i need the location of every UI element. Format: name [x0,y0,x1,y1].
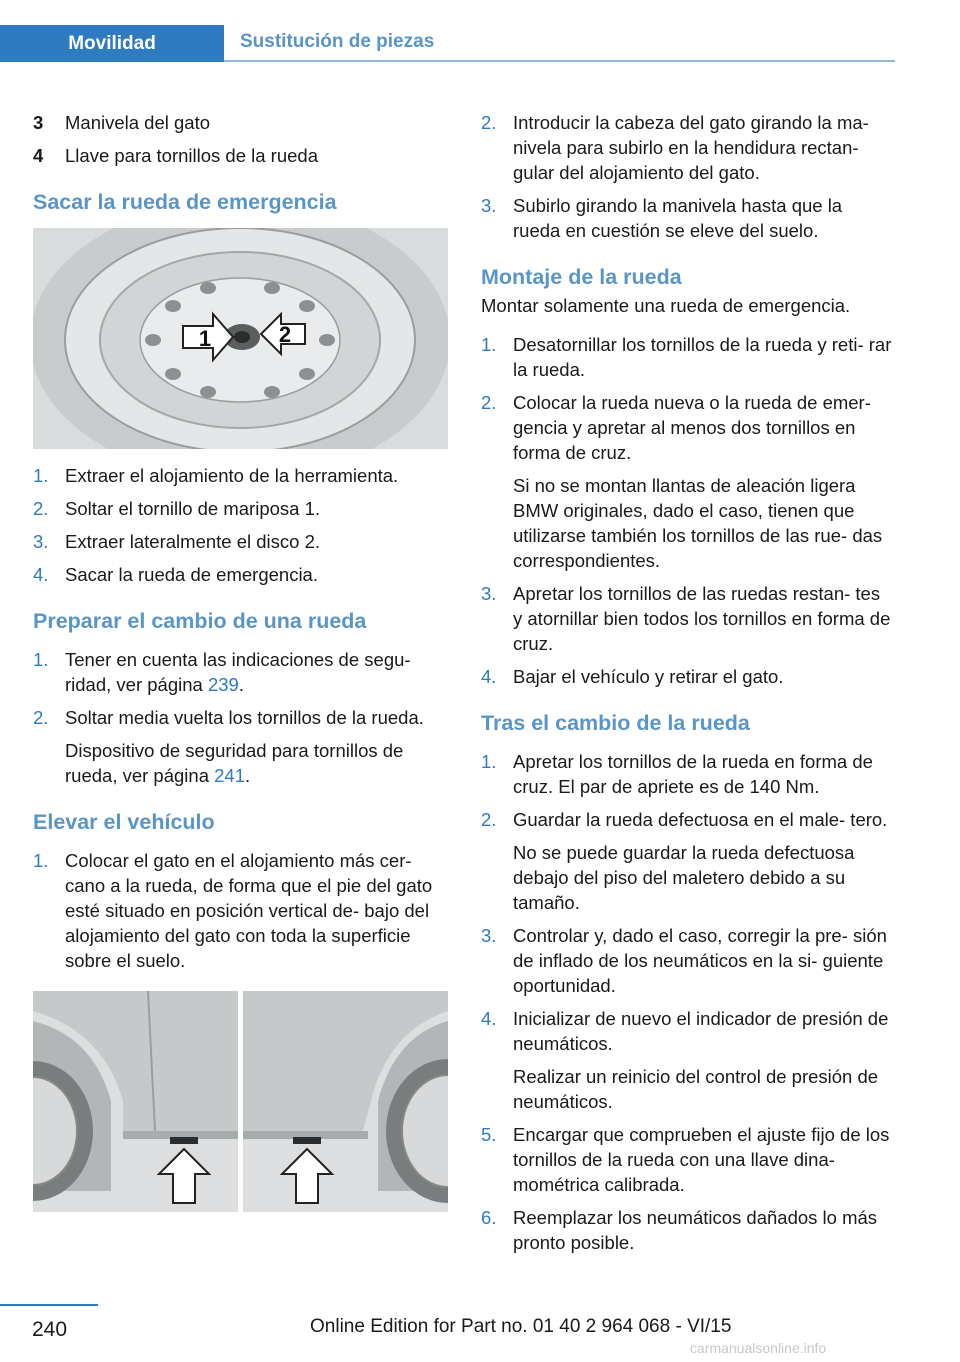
step-text: Controlar y, dado el caso, corregir la pre‐ sión de inflado de los neumáticos en la si‐ guiente oportunidad. [513,925,887,996]
step-text [513,390,893,573]
step-text: Encargar que comprueben el ajuste fijo de los tornillos de la rueda con una llave dina‐ mométrica calibrada. [513,1124,890,1195]
list-item [481,1205,893,1255]
step-note [65,738,448,788]
step-number: 2. [481,112,497,133]
watermark: carmanualsonline.info [690,1340,827,1356]
step-number: 2. [33,707,49,728]
step-text-body: Tener en cuenta las indicaciones de segu‐ ridad, ver página [65,649,411,695]
list-item [481,110,893,185]
step-number: 6. [481,1207,497,1228]
heading-sacar: Sacar la rueda de emergencia [33,190,337,214]
step-text-body: Guardar la rueda defectuosa en el male‐ tero. [513,809,888,830]
step-text: Extraer lateralmente el disco 2. [65,531,321,552]
step-text [513,807,893,915]
step-note: Realizar un reinicio del control de presión de neumáticos. [513,1066,879,1112]
step-text: Apretar los tornillos de las ruedas restan‐ tes y atornillar bien todos los tornillos en forma de cruz. [513,583,891,654]
step-text: Soltar el tornillo de mariposa 1. [65,498,321,519]
page-header [0,25,895,62]
list-item [481,332,893,382]
step-number: 3. [481,925,497,946]
punctuation: . [238,674,244,695]
step-number: 3. [33,531,49,552]
jack-points-illustration [33,991,448,1212]
heading-montaje: Montaje de la rueda [481,265,682,289]
step-note: No se puede guardar la rueda defectuosa debajo del piso del maletero debido a su tamaño. [513,842,855,913]
heading-tras: Tras el cambio de la rueda [481,711,750,735]
list-item [481,749,893,799]
step-number: 1. [33,465,49,486]
section-tab[interactable]: Sustitución de piezas [240,31,435,52]
page-link-241[interactable]: 241 [214,765,246,786]
step-text [65,705,448,788]
list-item [481,807,893,915]
step-number: 5. [481,1124,497,1145]
list-item [33,496,448,521]
step-number: 1. [33,649,49,670]
list-item [481,1006,893,1114]
header-divider [224,60,895,62]
list-item [481,1122,893,1197]
step-number: 1. [33,850,49,871]
list-item [33,705,448,788]
step-number: 4. [481,666,497,687]
list-item [33,647,448,697]
step-number: 1. [481,334,497,355]
list-item [481,664,893,689]
edition-text: Online Edition for Part no. 01 40 2 964 068 - VI/15 [310,1316,732,1337]
left-column [33,110,448,1226]
legend-text: Manivela del gato [65,112,211,133]
step-text: Subirlo girando la manivela hasta que la rueda en cuestión se eleve del suelo. [513,195,843,241]
step-text [513,1006,893,1114]
footer-divider [0,1304,98,1306]
legend-item [33,143,448,168]
heading-elevar: Elevar el vehículo [33,810,215,834]
step-text-body: Soltar media vuelta los tornillos de la rueda. [65,707,424,728]
punctuation: . [245,765,251,786]
step-number: 2. [481,809,497,830]
step-text [65,647,448,697]
list-item [481,193,893,243]
step-text: Extraer el alojamiento de la herramienta. [65,465,399,486]
step-number: 1. [481,751,497,772]
step-text: Sacar la rueda de emergencia. [65,564,318,585]
right-column [481,110,893,1263]
callout-2: 2 [278,322,292,347]
page-link-239[interactable]: 239 [207,674,239,695]
page-number: 240 [32,1318,68,1341]
step-text-body: Inicializar de nuevo el indicador de presión de neumáticos. [513,1008,889,1054]
list-item [481,581,893,656]
montaje-intro: Montar solamente una rueda de emergencia. [481,295,851,316]
step-number: 4. [33,564,49,585]
step-number: 2. [481,392,497,413]
step-text: Reemplazar los neumáticos dañados lo más pronto posible. [513,1207,878,1253]
spare-wheel-figure [33,228,448,449]
note-text: Dispositivo de seguridad para tornillos de rueda, ver página [65,740,404,786]
step-text: Desatornillar los tornillos de la rueda y reti‐ rar la rueda. [513,334,892,380]
list-item [33,562,448,587]
list-item [481,923,893,998]
spare-wheel-illustration [33,228,448,449]
list-item [33,529,448,554]
legend-number: 4 [33,145,44,166]
list-item [33,848,448,973]
step-number: 3. [481,583,497,604]
step-text: Bajar el vehículo y retirar el gato. [513,666,784,687]
list-item [481,390,893,573]
step-text: Introducir la cabeza del gato girando la ma‐ nivela para subirlo en la hendidura rectan‐ gular del alojamiento del gato. [513,112,869,183]
legend-number: 3 [33,112,44,133]
step-number: 3. [481,195,497,216]
heading-preparar: Preparar el cambio de una rueda [33,609,367,633]
callout-1: 1 [198,326,212,351]
step-note: Si no se montan llantas de aleación ligera BMW originales, dado el caso, tienen que utilizarse también los tornillos de las rue‐ das correspondientes. [513,475,883,571]
step-text: Colocar el gato en el alojamiento más cer‐ cano a la rueda, de forma que el pie del gato esté situado en posición vertical de‐ bajo del alojamiento del gato con toda la superficie sobre el suelo. [65,850,433,971]
legend-text: Llave para tornillos de la rueda [65,145,318,166]
jack-point-figure [33,991,448,1212]
list-item [33,463,448,488]
step-text-body: Colocar la rueda nueva o la rueda de emer‐ gencia y apretar al menos dos tornillos en forma de cruz. [513,392,871,463]
chapter-tab[interactable]: Movilidad [0,25,224,62]
legend-item [33,110,448,135]
step-number: 4. [481,1008,497,1029]
step-text: Apretar los tornillos de la rueda en forma de cruz. El par de apriete es de 140 Nm. [513,751,873,797]
step-number: 2. [33,498,49,519]
